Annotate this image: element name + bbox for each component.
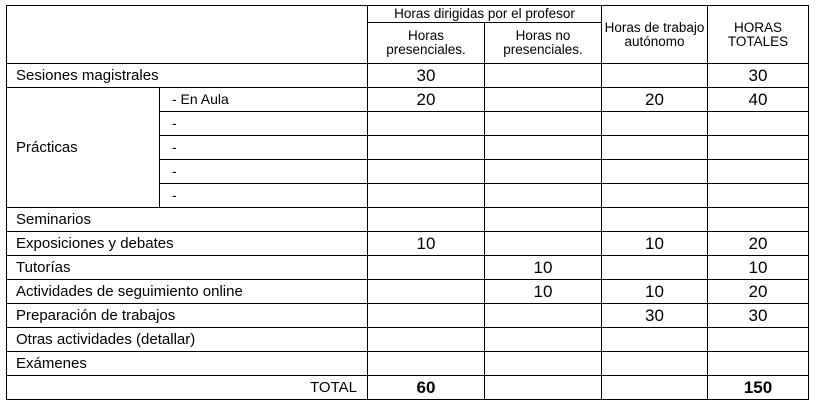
- table-row: [7, 352, 809, 376]
- cell-autonomo: 10: [602, 232, 708, 256]
- row-label: Actividades de seguimiento online: [7, 280, 368, 304]
- table-row: [7, 232, 809, 256]
- row-label: Exposiciones y debates: [7, 232, 368, 256]
- cell-autonomo: [602, 64, 708, 88]
- cell-total: [708, 184, 809, 208]
- table-row: [7, 328, 809, 352]
- cell-no-presenciales: 10: [485, 280, 602, 304]
- cell-presenciales: [368, 112, 485, 136]
- row-label: Sesiones magistrales: [7, 64, 368, 88]
- row-label: Exámenes: [7, 352, 368, 376]
- total-row: [7, 376, 809, 400]
- cell-presenciales: [368, 160, 485, 184]
- cell-presenciales: 10: [368, 232, 485, 256]
- cell-autonomo: [602, 208, 708, 232]
- cell-no-presenciales: [485, 112, 602, 136]
- header-row: [7, 6, 809, 23]
- cell-presenciales: [368, 280, 485, 304]
- total-label: TOTAL: [7, 376, 368, 400]
- cell-presenciales: [368, 256, 485, 280]
- cell-autonomo: [602, 112, 708, 136]
- cell-total: [708, 328, 809, 352]
- header-autonomo: Horas de trabajo autónomo: [602, 6, 708, 64]
- cell-no-presenciales: [485, 136, 602, 160]
- cell-autonomo: [602, 184, 708, 208]
- hours-table: [6, 5, 809, 400]
- header-group: Horas dirigidas por el profesor: [368, 6, 602, 23]
- cell-presenciales: [368, 136, 485, 160]
- cell-no-presenciales: [485, 304, 602, 328]
- cell-total: 30: [708, 304, 809, 328]
- cell-no-presenciales: [485, 184, 602, 208]
- sub-row-label: - En Aula: [160, 88, 368, 112]
- row-label: Seminarios: [7, 208, 368, 232]
- cell-no-presenciales: [485, 352, 602, 376]
- table-row: [7, 64, 809, 88]
- header-no-presenciales: Horas no presenciales.: [485, 23, 602, 64]
- cell-no-presenciales: [485, 160, 602, 184]
- sub-row-label: -: [160, 136, 368, 160]
- row-label-practicas: Prácticas: [7, 88, 160, 208]
- cell-no-presenciales: [485, 88, 602, 112]
- cell-autonomo: [602, 136, 708, 160]
- cell-autonomo: 10: [602, 280, 708, 304]
- cell-no-presenciales: [485, 64, 602, 88]
- total-horas: 150: [708, 376, 809, 400]
- row-label: Tutorías: [7, 256, 368, 280]
- header-empty-cell: [7, 6, 368, 64]
- cell-total: [708, 160, 809, 184]
- cell-no-presenciales: [485, 328, 602, 352]
- row-label: Otras actividades (detallar): [7, 328, 368, 352]
- cell-presenciales: [368, 208, 485, 232]
- cell-total: 10: [708, 256, 809, 280]
- sub-row-label: -: [160, 112, 368, 136]
- cell-presenciales: [368, 304, 485, 328]
- cell-presenciales: [368, 184, 485, 208]
- cell-presenciales: 20: [368, 88, 485, 112]
- table-row: [7, 88, 809, 112]
- cell-total: [708, 112, 809, 136]
- cell-total: 30: [708, 64, 809, 88]
- sub-row-label: -: [160, 184, 368, 208]
- cell-total: 20: [708, 280, 809, 304]
- total-autonomo: [602, 376, 708, 400]
- table-row: [7, 208, 809, 232]
- table-row: [7, 280, 809, 304]
- cell-total: [708, 352, 809, 376]
- cell-autonomo: 20: [602, 88, 708, 112]
- header-presenciales: Horas presenciales.: [368, 23, 485, 64]
- cell-presenciales: [368, 352, 485, 376]
- cell-autonomo: [602, 328, 708, 352]
- sub-row-label: -: [160, 160, 368, 184]
- header-totales: HORAS TOTALES: [708, 6, 809, 64]
- total-presenciales: 60: [368, 376, 485, 400]
- cell-no-presenciales: [485, 232, 602, 256]
- cell-autonomo: [602, 352, 708, 376]
- cell-presenciales: 30: [368, 64, 485, 88]
- total-no-presenciales: [485, 376, 602, 400]
- cell-autonomo: [602, 160, 708, 184]
- cell-autonomo: [602, 256, 708, 280]
- cell-presenciales: [368, 328, 485, 352]
- cell-no-presenciales: [485, 208, 602, 232]
- cell-total: 40: [708, 88, 809, 112]
- cell-autonomo: 30: [602, 304, 708, 328]
- table-row: [7, 256, 809, 280]
- cell-total: 20: [708, 232, 809, 256]
- cell-total: [708, 136, 809, 160]
- table-row: [7, 304, 809, 328]
- cell-no-presenciales: 10: [485, 256, 602, 280]
- cell-total: [708, 208, 809, 232]
- row-label: Preparación de trabajos: [7, 304, 368, 328]
